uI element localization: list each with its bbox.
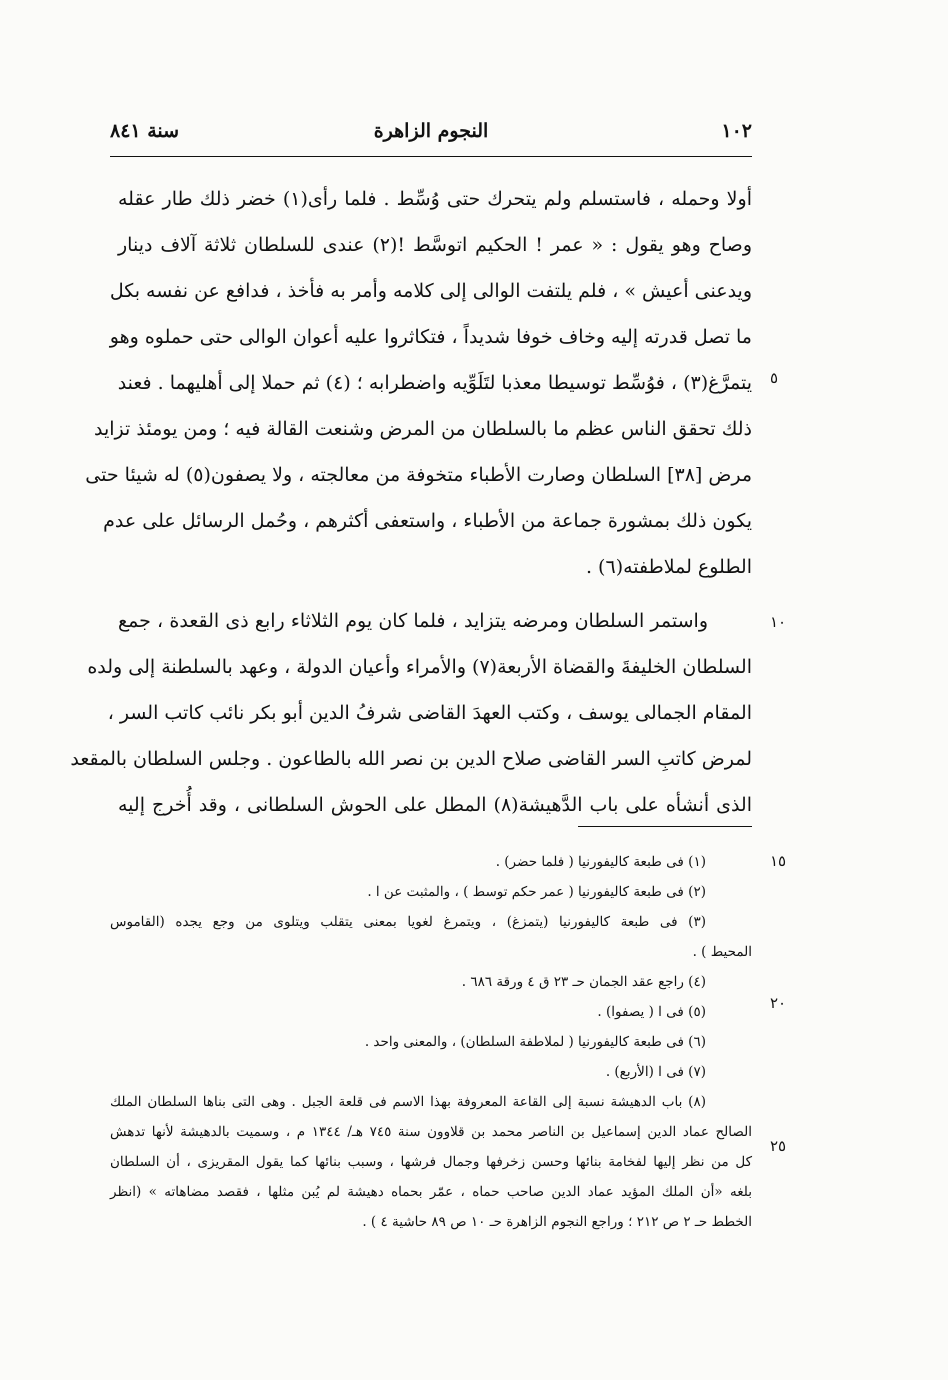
footnote-line: كل من نظر إليها لفخامة بنائها وحسن زخرفها وجمال فرشها ، وسبب بنائها كما يقول المقريزى ، أن السلطان [110,1154,752,1170]
footnote-line: (١) فى طبعة كاليفورنيا ( فلما حضر) . [495,854,706,870]
footnote-line: (٢) فى طبعة كاليفورنيا ( عمر حكم توسط ) ، والمثبت عن ا . [367,884,706,900]
footnote-line: (٨) باب الدهيشة نسبة إلى القاعة المعروفة بهذا الاسم فى قلعة الجبل . وهى التى بناها السلطان الملك [110,1094,706,1110]
footnote-rule [578,826,752,827]
footnote-line: (٤) راجع عقد الجمان حـ ٢٣ ق ٤ ورقة ٦٨٦ . [461,974,706,990]
paragraph-1 [85,176,752,590]
margin-line-number: ١٥ [770,852,787,870]
year-label: سنة ٨٤١ [110,120,180,142]
page-number: ١٠٢ [721,120,752,142]
text-line: المقام الجمالى يوسف ، وكتب العهدَ القاضى شرفُ الدين أبو بكر نائب كاتب السر ، [107,702,752,724]
footnote-line: (٧) فى ا (الأربع) . [605,1064,706,1080]
text-line: وصاح وهو يقول : « عمر ! الحكيم اتوسَّط !(٢) عندى للسلطان ثلاثة آلاف دينار [118,234,752,256]
text-line: أولا وحمله ، فاستسلم ولم يتحرك حتى وُسِّط . فلما رأى(١) خضر ذلك طار عقله [118,188,752,210]
footnotes [110,847,752,1237]
running-title: النجوم الزاهرة [373,120,489,142]
margin-line-number: ٢٥ [770,1137,787,1155]
text-line: لمرض كاتبِ السر القاضى صلاح الدين بن نصر الله بالطاعون . وجلس السلطان بالمقعد [70,748,752,770]
text-line: واستمر السلطان ومرضه يتزايد ، فلما كان يوم الثلاثاء رابع ذى القعدة ، جمع [118,610,708,632]
footnote-line: الخطط حـ ٢ ص ٢١٢ ؛ وراجع النجوم الزاهرة حـ ١٠ ص ٨٩ حاشية ٤ ) . [362,1214,752,1230]
margin-line-number: ١٠ [770,613,787,631]
text-line: ذلك تحقق الناس عظم ما بالسلطان من المرض وشنعت القالة فيه ؛ ومن يومئذ تزايد [94,418,752,440]
text-line: مرض [٣٨] السلطان وصارت الأطباء متخوفة من معالجته ، ولا يصفون(٥) له شيئا حتى [85,464,752,486]
page-header [110,120,752,152]
footnote-line: (٥) فى ا ( يصفوا) . [597,1004,706,1020]
margin-line-number: ٥ [770,369,779,387]
text-line: الطلوع لملاطفته(٦) . [585,556,752,578]
text-line: ما تصل قدرته إليه وخاف خوفا شديداً ، فتكاثروا عليه أعوان الوالى حتى حملوه وهو [109,326,752,348]
text-line: يتمرَّغ(٣) ، فوُسِّط توسيطا معذبا لتَلَوِّيه واضطرابه ؛ (٤) ثم حملا إلى أهليهما . فعند [117,372,752,394]
footnote-line: الصالح عماد الدين إسماعيل بن الناصر محمد بن قلاوون سنة ٧٤٥ هـ/ ١٣٤٤ م ، وسميت بالدهيشة لأنها تدهش [110,1124,752,1140]
footnote-line: (٦) فى طبعة كاليفورنيا ( لملاطفة السلطان) ، والمعنى واحد . [364,1034,706,1050]
footnote-line: (٣) فى طبعة كاليفورنيا (يتمزغ) ، ويتمرغ لغويا بمعنى يتقلب ويتلوى من وجع يجده (القاموس [110,914,706,930]
header-rule [110,156,752,157]
text-line: يكون ذلك بمشورة جماعة من الأطباء ، واستعفى أكثرهم ، وحُمل الرسائل على عدم [103,510,752,532]
text-line: السلطان الخليفةَ والقضاة الأربعة(٧) والأمراء وأعيان الدولة ، وعهد بالسلطنة إلى ولده [87,656,752,678]
margin-line-number: ٢٠ [770,994,787,1012]
footnote-line: المحيط ) . [692,944,752,960]
text-line: الذى أنشأه على باب الدَّهيشة(٨) المطل على الحوش السلطانى ، وقد أُخرج إليه [118,794,752,816]
footnote-line: بلغه «أن الملك المؤيد عماد الدين صاحب حماه ، عمّر بحماه دهيشة لم يُبن مثلها ، فقصد مضاهاته » (انظر [110,1184,752,1200]
text-line: ويدعنى أعيش » ، فلم يلتفت الوالى إلى كلامه وأمر به فأخذ ، فدافع عن نفسه بكل [109,280,752,302]
paragraph-2 [70,598,752,828]
